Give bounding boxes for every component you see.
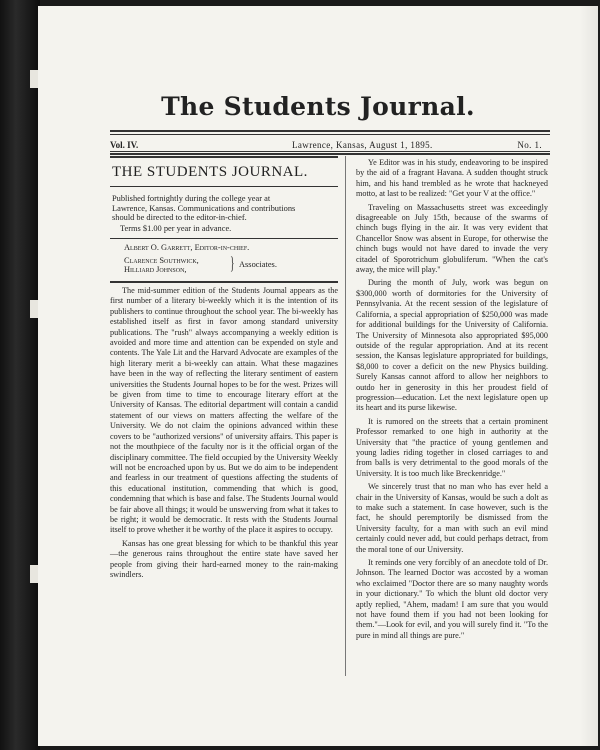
- left-column-text: [110, 286, 338, 583]
- box-bottom-rule: [110, 281, 338, 283]
- publication-info: [112, 194, 307, 233]
- brace-glyph: }: [230, 253, 235, 273]
- masthead-title: The Students Journal.: [161, 92, 475, 121]
- box-header: [110, 156, 338, 187]
- editorial-paragraph: We sincerely trust that no man who has ever held a chair in the University of Kansas, would be such a dolt as to make such a statement. In case however, such is the fact, he should peremptorily be dismissed from the University faculty, for a man with such an evil mind certainly could never add, but could perhaps detract, from the moral tone of our University.: [356, 482, 548, 554]
- editor-in-chief: Albert O. Garrett, Editor-in-chief.: [124, 243, 250, 252]
- dateline-rule: [110, 153, 550, 155]
- associates-label: Associates.: [239, 260, 277, 269]
- book-binding: [0, 0, 40, 750]
- associate-editor: Clarence Southwick,: [124, 256, 199, 265]
- editorial-paragraph: Traveling on Massachusetts street was exceedingly disagreeable on July 15th, because of the swarms of chinch bugs flying in the air. It was very evident that Chancellor Snow was absent in Europe, for otherwise the chinch bugs would not have dared to invade the very citadel of Sporotrichum globuliferum. "When the cat's away, the mice will play.": [356, 202, 548, 275]
- masthead-rule: [110, 130, 550, 132]
- place-date: Lawrence, Kansas, August 1, 1895.: [292, 140, 433, 150]
- column-divider: [345, 156, 346, 676]
- issue-number: No. 1.: [517, 140, 542, 150]
- publication-statement: Published fortnightly during the college year at Lawrence, Kansas. Communications and contributions should be directed to the editor-in-chief.: [112, 194, 296, 223]
- editorial-paragraph: Ye Editor was in his study, endeavoring to be inspired by the aid of a fragrant Havana. A sudden thought struck him, and his hand trembled as he wrote that hackneyed motto, at last to be realized: "Get your V at the office.": [356, 158, 548, 199]
- box-title: THE STUDENTS JOURNAL.: [112, 164, 308, 180]
- right-column-text: [356, 158, 548, 644]
- associate-editor: Hilliard Johnson,: [124, 265, 187, 274]
- editorial-paragraph: Kansas has one great blessing for which to be thankful this year—the generous rains throughout the entire state have saved her people from giving their hard-earned money to the rain-making swindlers.: [110, 538, 338, 579]
- staff-list: [110, 238, 338, 274]
- masthead-rule: [110, 134, 550, 135]
- publication-info-box: [110, 156, 338, 282]
- editorial-paragraph: The mid-summer edition of the Students Journal appears as the first number of a literary bi-weekly which it is the intention of its publishers to continue throughout the school year. The bi-weekly has established itself as first in favor among standard university publications. The "rush" always accompanying a weekly edition is avoided and more time and attention can be expended on style and contents. The Yale Lit and the Harvard Advocate are examples of the high literary merit a bi-weekly can attain. What these magazines have been in the way of reflecting the literary sentiment of eastern universities the Students Journal hopes to be for the west. Prizes will be given from time to time to encourage literary effort at the University of Kansas. The editorial department will contain a candid statement of our views on matters affecting the welfare of the University. We do not claim the opinions advanced within these covers to be "authorized versions" of university affairs. This paper is not the mouthpiece of the faculty nor is it the official organ of the disciplinary committee. The field occupied by the University Weekly will not be encroached upon by us. But we do aim to be independent and fearless in our treatment of questions affecting the students of this educational institution, commending that which is good, condemning that which is base and false. The Students Journal would be fair above all things; it would be unswerving from what it takes to be right; it would be democratic. It rests with the Students Journal itself to prove whether it be worthy of the place it aspires to occupy.: [110, 286, 338, 535]
- dateline-rule: [110, 151, 550, 152]
- volume-label: Vol. IV.: [110, 140, 139, 150]
- editorial-paragraph: During the month of July, work was begun on $300,000 worth of dormitories for the University of Pennsylvania. At the recent session of the legislature of California, a special appropriation of $250,000 was made for additional buildings for the University of California. The University of Minnesota also appropriated $95,000 outside of the regular appropriation. And at its recent session, the Kansas legislature appropriated for buildings, $8,000 to cover a deficit on the new Physics building. Surely Kansas cannot afford to allow her neighbors to outdo her in generosity in this her proudest field of progression—education. Let the next legislature open up its heart and its purse likewise.: [356, 278, 548, 413]
- editorial-paragraph: It reminds one very forcibly of an anecdote told of Dr. Johnson. The learned Doctor was accosted by a woman who exclaimed "Doctor there are so many naughty words in your dictionary." To which the blunt old doctor very aptly replied, "Ahem, madam! I am sure that you would not have found them if you had not been looking for them."—Look for evil, and you will surely find it. "To the pure in mind all things are pure.": [356, 558, 548, 640]
- editorial-paragraph: It is rumored on the streets that a certain prominent Professor remarked to one high in authority at the University that "the practice of young gentlemen and young ladies riding together in closed carriages to and from balls is very detrimental to the good morals of the University. It is too much like Breckenridge.": [356, 416, 548, 478]
- newspaper-page: [38, 6, 598, 746]
- subscription-terms: Terms $1.00 per year in advance.: [120, 223, 232, 233]
